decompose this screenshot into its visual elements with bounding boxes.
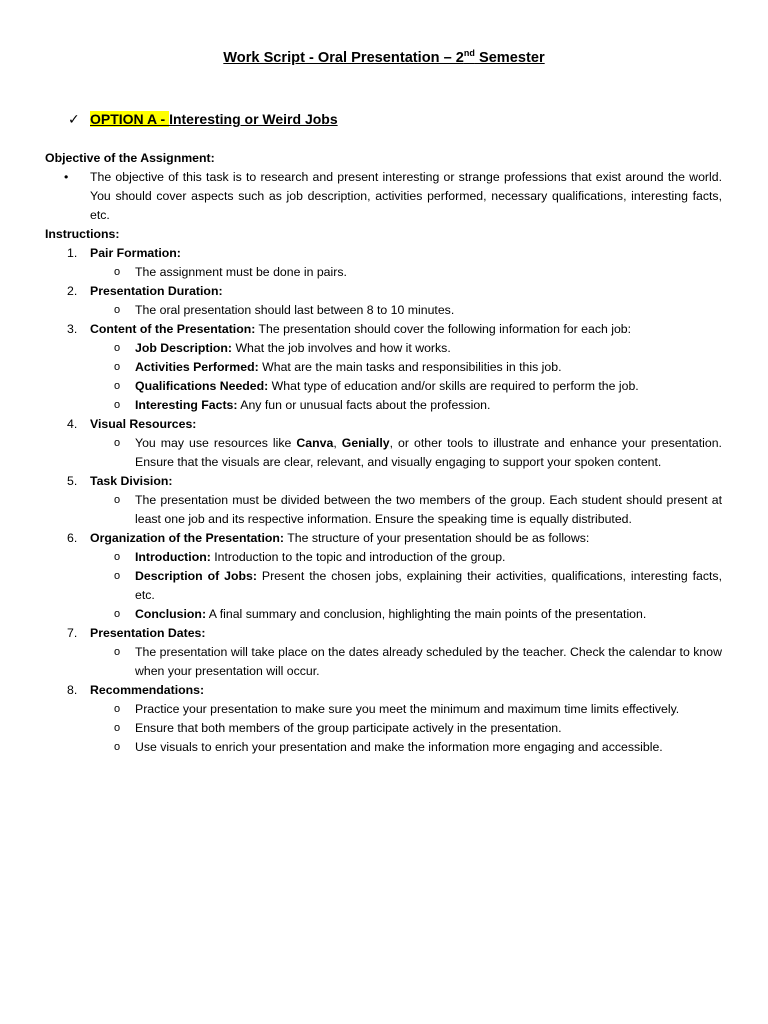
sub-item-text: What type of education and/or skills are required to perform the job. (268, 379, 639, 393)
sub-item-text: The presentation will take place on the dates already scheduled by the teacher. Check the calendar to know when your presentation will occur. (135, 645, 722, 678)
sub-item-text: What the job involves and how it works. (232, 341, 451, 355)
option-heading (68, 109, 338, 129)
instruction-item (45, 681, 722, 700)
sub-item (45, 263, 722, 282)
circle-bullet-icon: o (114, 608, 121, 620)
item-title: Organization of the Presentation: (90, 531, 285, 545)
option-label: OPTION A - (90, 111, 170, 127)
sub-item-text: Use visuals to enrich your presentation and make the information more engaging and accessible. (135, 740, 663, 754)
sub-item-text: Introduction to the topic and introduction of the group. (210, 550, 506, 564)
sub-item (45, 719, 722, 738)
instructions-list (45, 244, 722, 757)
item-title: Pair Formation: (90, 246, 181, 260)
page-title: Work Script - Oral Presentation – 2nd Semester (223, 48, 545, 66)
item-number: 2. (67, 284, 78, 298)
item-text: The structure of your presentation should be as follows: (284, 531, 590, 545)
sub-item (45, 700, 722, 719)
sub-item (45, 396, 722, 415)
sub-item-text: What are the main tasks and responsibilities in this job. (258, 360, 562, 374)
sub-item-text: Practice your presentation to make sure you meet the minimum and maximum time limits effectively. (135, 702, 680, 716)
item-text: The presentation should cover the following information for each job: (255, 322, 632, 336)
sub-item-text: Present the chosen jobs, explaining their activities, qualifications, interesting facts, etc. (135, 569, 722, 602)
sub-item-text: , (333, 436, 342, 450)
sub-item-text: A final summary and conclusion, highlighting the main points of the presentation. (206, 607, 647, 621)
circle-bullet-icon: o (114, 570, 121, 582)
instruction-item (45, 282, 722, 301)
sub-item-text: The presentation must be divided between the two members of the group. Each student should present at least one job and its respective information. Ensure the speaking time is equally distributed. (135, 493, 722, 526)
objective-text: The objective of this task is to research and present interesting or strange professions that exist around the world. You should cover aspects such as job description, activities performed, necessary qualifications, interesting facts, etc. (90, 170, 722, 222)
sub-item (45, 643, 722, 681)
sub-item-label: Job Description: (135, 341, 233, 355)
item-number: 3. (67, 322, 78, 336)
bullet-icon: • (64, 170, 69, 184)
sub-item (45, 738, 722, 757)
sub-item (45, 491, 722, 529)
sub-item-text: The oral presentation should last between 8 to 10 minutes. (135, 303, 455, 317)
sub-item (45, 358, 722, 377)
instruction-item (45, 624, 722, 643)
instruction-item (45, 415, 722, 434)
circle-bullet-icon: o (114, 741, 121, 753)
sub-item (45, 605, 722, 624)
item-title: Task Division: (90, 474, 173, 488)
instruction-item (45, 472, 722, 491)
item-title: Visual Resources: (90, 417, 197, 431)
item-number: 1. (67, 246, 78, 260)
instructions-heading: Instructions: (45, 227, 120, 241)
circle-bullet-icon: o (114, 399, 121, 411)
sub-item (45, 434, 722, 472)
circle-bullet-icon: o (114, 551, 121, 563)
sub-item-text: The assignment must be done in pairs. (135, 265, 347, 279)
tool-name: Genially (341, 436, 390, 450)
item-title: Presentation Dates: (90, 626, 206, 640)
item-title: Content of the Presentation: (90, 322, 256, 336)
circle-bullet-icon: o (114, 380, 121, 392)
circle-bullet-icon: o (114, 703, 121, 715)
title-superscript: nd (463, 48, 475, 58)
option-subtitle: Interesting or Weird Jobs (169, 111, 338, 127)
checkmark-icon: ✓ (68, 111, 80, 127)
circle-bullet-icon: o (114, 722, 121, 734)
item-title: Presentation Duration: (90, 284, 223, 298)
instruction-item (45, 244, 722, 263)
item-number: 8. (67, 683, 78, 697)
instruction-item (45, 320, 722, 339)
sub-item-text: Any fun or unusual facts about the profession. (237, 398, 491, 412)
sub-item (45, 301, 722, 320)
item-number: 6. (67, 531, 78, 545)
sub-item (45, 548, 722, 567)
sub-item-label: Description of Jobs: (135, 569, 257, 583)
item-number: 5. (67, 474, 78, 488)
circle-bullet-icon: o (114, 361, 121, 373)
instruction-item (45, 529, 722, 548)
circle-bullet-icon: o (114, 437, 121, 449)
tool-name: Canva (296, 436, 334, 450)
item-number: 7. (67, 626, 78, 640)
sub-item-text: Ensure that both members of the group participate actively in the presentation. (135, 721, 562, 735)
item-title: Recommendations: (90, 683, 205, 697)
sub-item-text: You may use resources like (135, 436, 297, 450)
sub-item-label: Activities Performed: (135, 360, 259, 374)
objective-item (45, 168, 722, 225)
sub-item-label: Introduction: (135, 550, 211, 564)
sub-item (45, 339, 722, 358)
item-number: 4. (67, 417, 78, 431)
circle-bullet-icon: o (114, 646, 121, 658)
circle-bullet-icon: o (114, 304, 121, 316)
sub-item-label: Qualifications Needed: (135, 379, 269, 393)
sub-item (45, 567, 722, 605)
sub-item-label: Interesting Facts: (135, 398, 238, 412)
sub-item-label: Conclusion: (135, 607, 207, 621)
circle-bullet-icon: o (114, 266, 121, 278)
circle-bullet-icon: o (114, 342, 121, 354)
sub-item-text: , or other tools to illustrate and enhance your presentation. Ensure that the visuals are clear, relevant, and visually engaging to support your spoken content. (135, 436, 722, 469)
sub-item (45, 377, 722, 396)
circle-bullet-icon: o (114, 494, 121, 506)
document-body (45, 149, 722, 757)
objective-heading: Objective of the Assignment: (45, 151, 215, 165)
